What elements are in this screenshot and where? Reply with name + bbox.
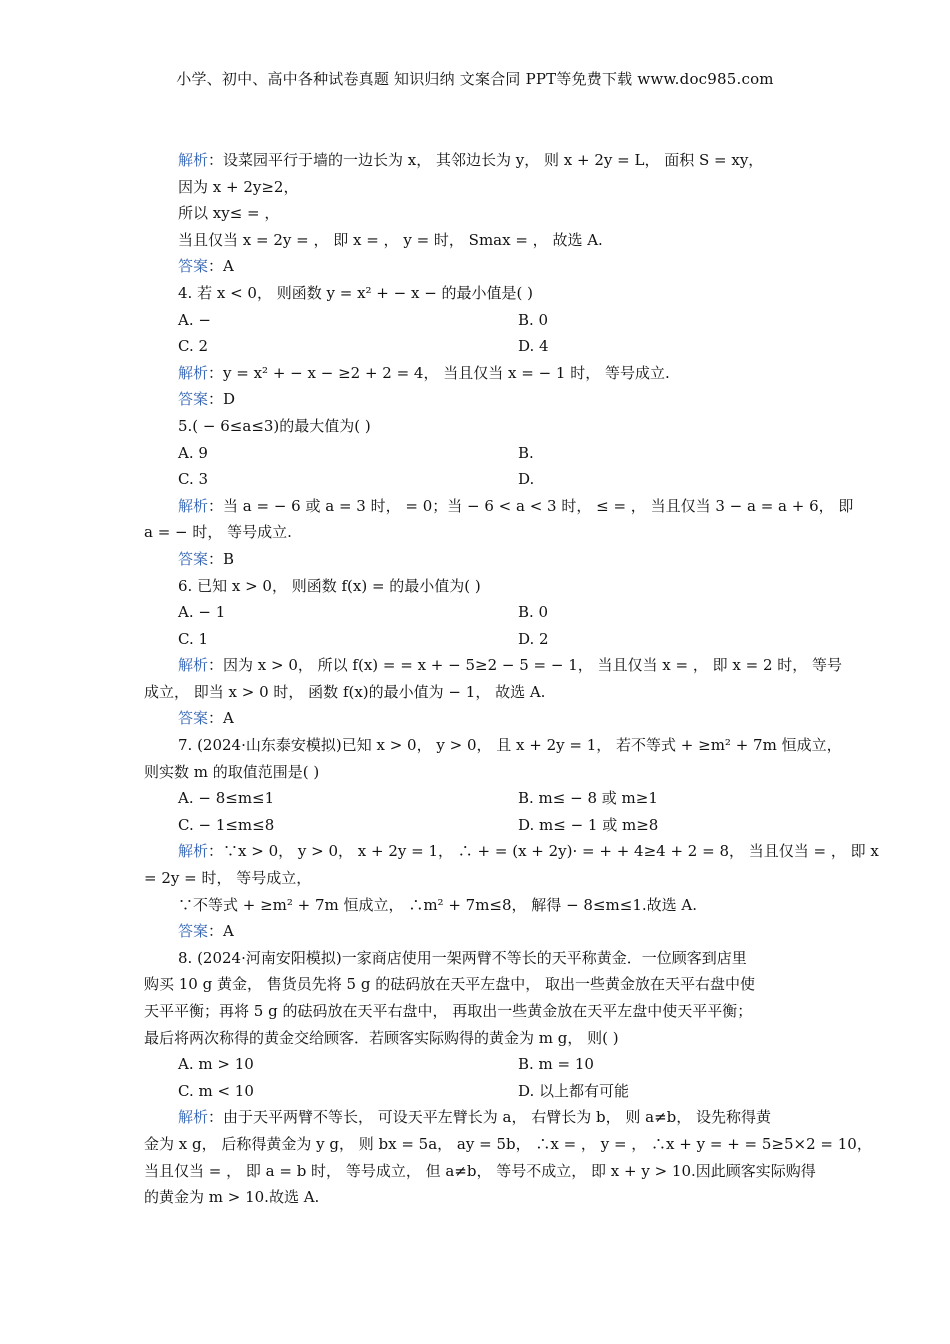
document-body <box>144 147 879 1211</box>
analysis-label: 解析 <box>178 496 209 515</box>
q4-stem: 4. 若 x < 0， 则函数 y = x² + − x − 的最小值是( ) <box>178 283 534 302</box>
q8-stem: 购买 10 g 黄金， 售货员先将 5 g 的砝码放在天平左盘中， 取出一些黄金放在天平右盘中使 <box>144 975 755 994</box>
q8-analysis-line: 当且仅当 = ， 即 a = b 时， 等号成立， 但 a≠b， 等号不成立， 即 x + y > 10.因此顾客实际购得 <box>144 1161 816 1180</box>
q8-stem: 天平平衡；再将 5 g 的砝码放在天平右盘中， 再取出一些黄金放在天平左盘中使天平平衡； <box>144 1002 753 1020</box>
page-header: 小学、初中、高中各种试卷真题 知识归纳 文案合同 PPT等免费下载 www.doc985.com <box>176 70 774 88</box>
q6-analysis-line: 成立， 即当 x > 0 时， 函数 f(x)的最小值为 − 1， 故选 A. <box>144 682 546 701</box>
q3-analysis-line: 当且仅当 x = 2y = ， 即 x = ， y = 时， Smax = ， 故选 A. <box>178 230 603 249</box>
option-a: A. m > 10 <box>178 1055 254 1074</box>
option-c: C. 3 <box>178 470 209 489</box>
q4-analysis-line: 解析：y = x² + − x − ≥2 + 2 = 4， 当且仅当 x = − 1 时， 等号成立. <box>178 363 670 382</box>
q8-stem: 最后将两次称得的黄金交给顾客．若顾客实际购得的黄金为 m g， 则( ) <box>144 1028 619 1047</box>
option-b: B. 0 <box>518 310 549 329</box>
q5-stem: 5.( − 6≤a≤3)的最大值为( ) <box>178 416 371 435</box>
option-c: C. − 1≤m≤8 <box>178 815 275 834</box>
q6-analysis-line: 解析：因为 x > 0， 所以 f(x) = = x + − 5≥2 − 5 = − 1， 当且仅当 x = ， 即 x = 2 时， 等号 <box>178 656 843 675</box>
option-d: D. 2 <box>518 629 549 648</box>
option-c: C. m < 10 <box>178 1081 254 1100</box>
option-d: D. m≤ − 1 或 m≥8 <box>518 815 659 834</box>
option-a: A. 9 <box>178 443 208 462</box>
q8-options-row <box>144 1078 812 1105</box>
q3-analysis-line: 因为 x + 2y≥2， <box>178 177 299 196</box>
q4-answer: 答案：D <box>178 390 236 409</box>
q4-options-row <box>144 307 812 334</box>
analysis-label: 解析 <box>178 363 209 382</box>
q3-analysis-line: 解析：设菜园平行于墙的一边长为 x， 其邻边长为 y， 则 x + 2y = L， 面积 S = xy， <box>178 151 764 169</box>
analysis-label: 解析 <box>178 151 209 169</box>
q6-options-row <box>144 599 812 626</box>
option-a: A. − 8≤m≤1 <box>178 789 275 808</box>
q7-analysis-line: 解析：∵x > 0， y > 0， x + 2y = 1， ∴ + = (x + 2y)· = + + 4≥4 + 2 = 8， 当且仅当 = ， 即 x <box>178 842 879 861</box>
option-a: A. − <box>178 310 211 329</box>
analysis-label: 解析 <box>178 842 209 861</box>
q6-stem: 6. 已知 x > 0， 则函数 f(x) = 的最小值为( ) <box>178 576 481 595</box>
option-c: C. 1 <box>178 629 209 648</box>
q7-analysis-line: ∵不等式 + ≥m² + 7m 恒成立， ∴m² + 7m≤8， 解得 − 8≤m≤1.故选 A. <box>178 895 697 914</box>
analysis-label: 解析 <box>178 1108 209 1127</box>
q4-options-row <box>144 333 812 360</box>
option-d: D. <box>518 470 535 489</box>
option-d: D. 以上都有可能 <box>518 1081 630 1100</box>
option-b: B. <box>518 443 534 462</box>
option-a: A. − 1 <box>178 603 226 622</box>
q3-analysis-line: 所以 xy≤ = ， <box>178 204 280 223</box>
analysis-label: 解析 <box>178 656 209 675</box>
q5-analysis-line: a = − 时， 等号成立. <box>144 523 292 542</box>
q8-options-row <box>144 1051 812 1078</box>
q8-analysis-line: 的黄金为 m > 10.故选 A. <box>144 1188 320 1207</box>
option-b: B. m = 10 <box>518 1055 594 1074</box>
q8-analysis-line: 金为 x g， 后称得黄金为 y g， 则 bx = 5a， ay = 5b， ∴x = ， y = ， ∴x + y = + = 5≥5×2 = 10， <box>144 1134 872 1153</box>
q6-answer: 答案：A <box>178 709 234 728</box>
q6-options-row <box>144 626 812 653</box>
option-b: B. 0 <box>518 603 549 622</box>
option-c: C. 2 <box>178 337 209 356</box>
q7-stem: 7. (2024·山东泰安模拟)已知 x > 0， y > 0， 且 x + 2y = 1， 若不等式 + ≥m² + 7m 恒成立， <box>178 736 842 755</box>
option-d: D. 4 <box>518 337 549 356</box>
answer-label: 答案 <box>178 257 209 276</box>
answer-label: 答案 <box>178 922 209 941</box>
q5-answer: 答案：B <box>178 549 235 568</box>
q5-analysis-line: 解析：当 a = − 6 或 a = 3 时， = 0；当 − 6 < a < 3 时， ≤ = ， 当且仅当 3 − a = a + 6， 即 <box>178 496 854 515</box>
answer-label: 答案 <box>178 549 209 568</box>
answer-label: 答案 <box>178 390 209 409</box>
q7-answer: 答案：A <box>178 922 234 941</box>
q3-answer: 答案：A <box>178 257 234 276</box>
option-b: B. m≤ − 8 或 m≥1 <box>518 789 658 808</box>
answer-label: 答案 <box>178 709 209 728</box>
q5-options-row <box>144 440 812 467</box>
q5-options-row <box>144 466 812 493</box>
q7-options-row <box>144 812 812 839</box>
q8-stem: 8. (2024·河南安阳模拟)一家商店使用一架两臂不等长的天平称黄金．一位顾客到店里 <box>178 948 747 967</box>
q7-options-row <box>144 785 812 812</box>
q7-stem: 则实数 m 的取值范围是( ) <box>144 762 320 781</box>
q7-analysis-line: = 2y = 时， 等号成立， <box>144 869 312 888</box>
q8-analysis-line: 解析：由于天平两臂不等长， 可设天平左臂长为 a， 右臂长为 b， 则 a≠b， 设先称得黄 <box>178 1108 772 1127</box>
